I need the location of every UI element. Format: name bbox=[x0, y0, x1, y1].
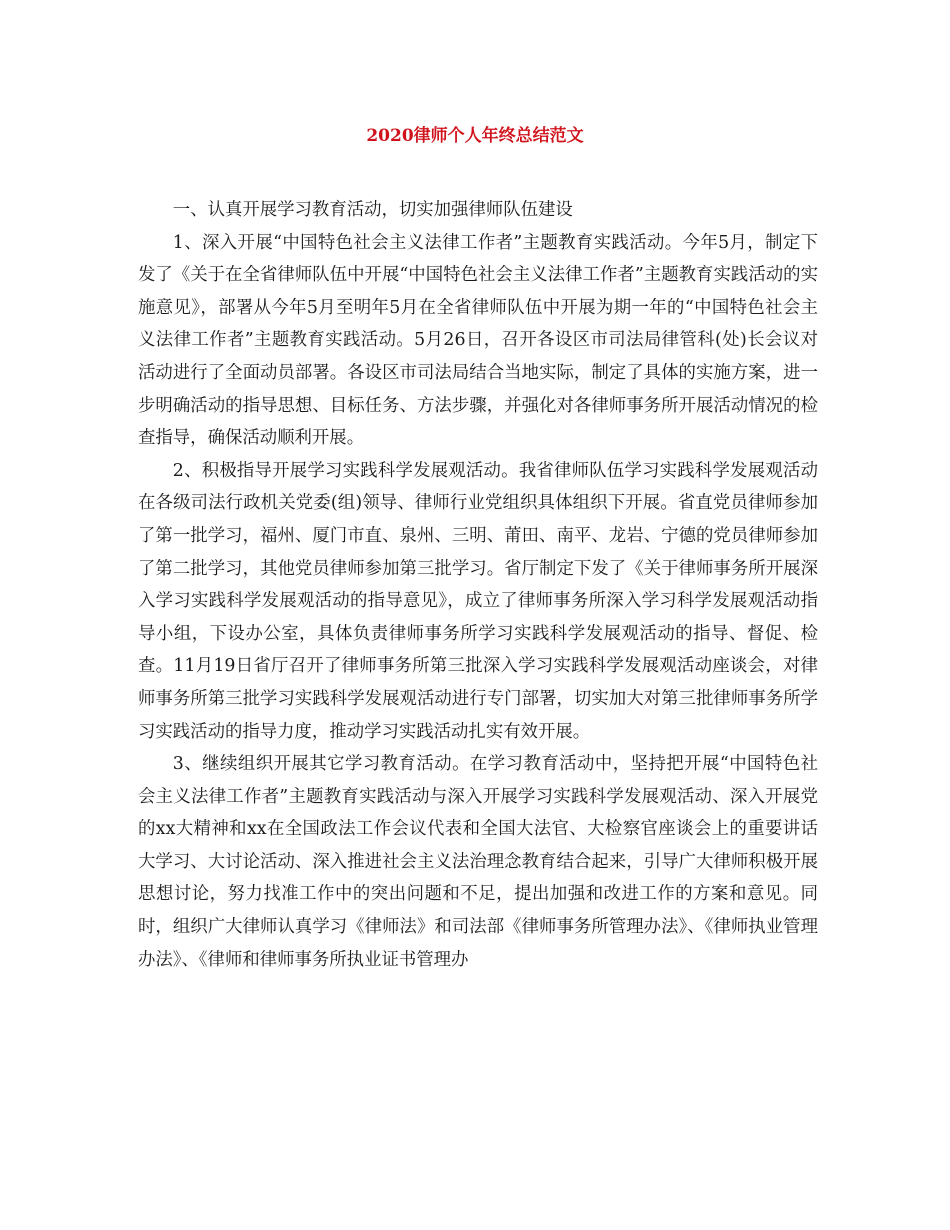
paragraph-3: 3、继续组织开展其它学习教育活动。在学习教育活动中，坚持把开展“中国特色社会主义法律工作者”主题教育实践活动与深入开展学习实践科学发展观活动、深入开展党的xx大精神和xx在全国政法工作会议代表和全国大法官、大检察官座谈会上的重要讲话大学习、大讨论活动、深入推进社会主义法治理念教育结合起来，引导广大律师积极开展思想讨论，努力找准工作中的突出问题和不足，提出加强和改进工作的方案和意见。同时，组织广大律师认真学习《律师法》和司法部《律师事务所管理办法》、《律师执业管理办法》、《律师和律师事务所执业证书管理办 bbox=[138, 754, 818, 970]
section-heading: 一、认真开展学习教育活动，切实加强律师队伍建设 bbox=[172, 200, 573, 220]
document-body bbox=[138, 194, 818, 976]
paragraph-1: 1、深入开展“中国特色社会主义法律工作者”主题教育实践活动。今年5月，制定下发了《关于在全省律师队伍中开展“中国特色社会主义法律工作者”主题教育实践活动的实施意见》，部署从今年5月至明年5月在全省律师队伍中开展为期一年的“中国特色社会主义法律工作者”主题教育实践活动。5月26日，召开各设区市司法局律管科(处)长会议对活动进行了全面动员部署。各设区市司法局结合当地实际，制定了具体的实施方案，进一步明确活动的指导思想、目标任务、方法步骤，并强化对各律师事务所开展活动情况的检查指导，确保活动顺利开展。 bbox=[138, 232, 818, 449]
document-title: 2020律师个人年终总结范文 bbox=[366, 126, 584, 146]
paragraph-2: 2、积极指导开展学习实践科学发展观活动。我省律师队伍学习实践科学发展观活动在各级司法行政机关党委(组)领导、律师行业党组织具体组织下开展。省直党员律师参加了第一批学习，福州、厦门市直、泉州、三明、莆田、南平、龙岩、宁德的党员律师参加了第二批学习，其他党员律师参加第三批学习。省厅制定下发了《关于律师事务所开展深入学习实践科学发展观活动的指导意见》，成立了律师事务所深入学习科学发展观活动指导小组，下设办公室，具体负责律师事务所学习实践科学发展观活动的指导、督促、检查。11月19日省厅召开了律师事务所第三批深入学习实践科学发展观活动座谈会，对律师事务所第三批学习实践科学发展观活动进行专门部署，切实加大对第三批律师事务所学习实践活动的指导力度，推动学习实践活动扎实有效开展。 bbox=[138, 460, 818, 742]
